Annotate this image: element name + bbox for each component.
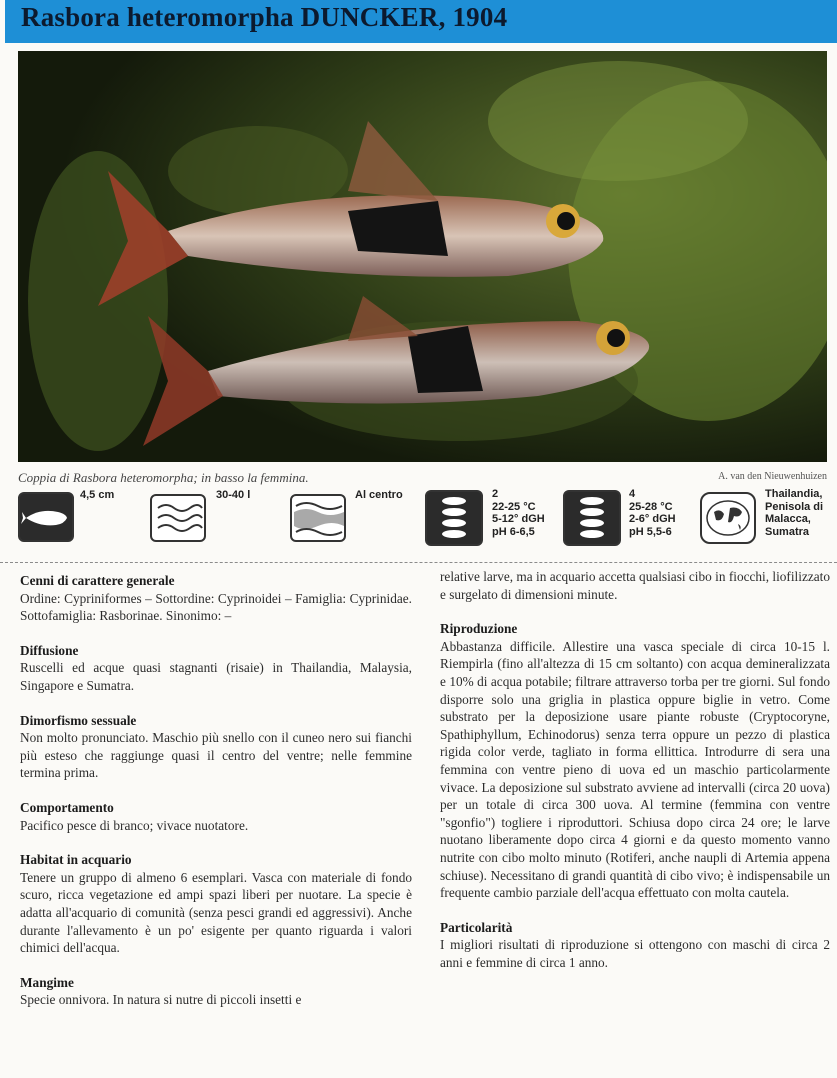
hardness-level-2: 4 xyxy=(629,488,636,500)
section-text: Pacifico pesce di branco; vivace nuotatore. xyxy=(20,817,249,833)
dgh-1: 5-12° dGH xyxy=(492,513,545,525)
page-title: Rasbora heteromorpha DUNCKER, 1904 xyxy=(21,2,508,32)
section-text: Non molto pronunciato. Maschio più snello con il cuneo nero sui fianchi più esteso che raggiunge quasi il centro del ventre; nelle femmine termina prima. xyxy=(20,730,412,781)
info-icons-row xyxy=(0,486,837,552)
hardness-level-1: 2 xyxy=(492,488,499,500)
ph-2: pH 5,5-6 xyxy=(629,525,672,538)
section-text: I migliori risultati di riproduzione si ottengono con maschi di circa 2 anni e femmine di circa 1 anno. xyxy=(440,937,830,970)
fish-size-label: 4,5 cm xyxy=(80,489,115,501)
origin-label xyxy=(765,488,823,538)
origin-line-2: Penisola di xyxy=(765,500,824,513)
origin-line-4: Sumatra xyxy=(765,525,810,538)
section-breeding xyxy=(440,620,830,902)
fish-size-icon xyxy=(18,492,74,542)
left-column xyxy=(20,572,412,1026)
section-text: relative larve, ma in acquario accetta qualsiasi cibo in fiocchi, liofilizzato e surgelato di dimensioni minute. xyxy=(440,569,830,602)
section-heading: Mangime xyxy=(20,974,74,990)
section-habitat xyxy=(20,851,412,957)
swim-level-icon xyxy=(290,494,346,542)
section-distribution xyxy=(20,642,412,695)
section-text: Specie onnivora. In natura si nutre di piccoli insetti e xyxy=(20,992,302,1008)
title-bar xyxy=(5,0,837,43)
world-map-icon xyxy=(700,492,756,544)
swim-level-label: Al centro xyxy=(355,489,403,501)
section-divider xyxy=(0,562,837,563)
temperature-1: 22-25 °C xyxy=(492,500,536,513)
photo-credit: A. van den Nieuwenhuizen xyxy=(718,471,827,482)
section-food-continued xyxy=(440,568,830,603)
section-heading: Particolarità xyxy=(440,919,513,935)
temperature-2: 25-28 °C xyxy=(629,500,673,513)
section-text: Ruscelli ed acque quasi stagnanti (risaie) in Thailandia, Malaysia, Singapore e Sumatra. xyxy=(20,660,412,693)
water-chemistry-icon-1 xyxy=(425,490,483,546)
section-heading: Habitat in acquario xyxy=(20,852,132,868)
section-dimorphism xyxy=(20,712,412,782)
tank-volume-icon xyxy=(150,494,206,542)
origin-line-3: Malacca, xyxy=(765,513,811,525)
section-text: Ordine: Cypriniformes – Sottordine: Cyprinoidei – Famiglia: Cyprinidae. Sottofamiglia: Rasborinae. Sinonimo: – xyxy=(20,590,412,624)
section-heading: Cenni di carattere generale xyxy=(20,573,175,588)
section-text: Tenere un gruppo di almeno 6 esemplari. Vasca con materiale di fondo scuro, ricca vegetazione ed ampi spazi liberi per nuotare. La specie è adatta all'acquario di comunità (senza pesci grandi ed aggressivi). Anche durante l'allevamento è un po' esigente per quanto riguarda i valori chimici dell'acqua. xyxy=(20,869,412,956)
section-food xyxy=(20,974,412,1009)
section-notes xyxy=(440,919,830,972)
fish-photo xyxy=(18,51,827,462)
section-heading: Dimorfismo sessuale xyxy=(20,712,137,728)
tank-volume-label: 30-40 l xyxy=(216,489,251,501)
section-behaviour xyxy=(20,799,412,834)
section-general xyxy=(20,572,412,625)
dgh-2: 2-6° dGH xyxy=(629,513,676,525)
photo-caption: Coppia di Rasbora heteromorpha; in basso la femmina. xyxy=(18,470,309,485)
water-params-2 xyxy=(629,488,676,538)
section-heading: Diffusione xyxy=(20,642,79,658)
section-heading: Comportamento xyxy=(20,799,114,815)
origin-line-1: Thailandia, xyxy=(765,488,823,500)
ph-1: pH 6-6,5 xyxy=(492,525,535,538)
water-params-1 xyxy=(492,488,545,538)
water-chemistry-icon-2 xyxy=(563,490,621,546)
right-column xyxy=(440,568,830,988)
section-heading: Riproduzione xyxy=(440,621,518,637)
section-text: Abbastanza difficile. Allestire una vasca speciale di circa 10-15 l. Riempirla (fino all'altezza di 15 cm soltanto) con acqua demineralizzata e 10% di acqua potabile; filtrare attraverso torba per tre giorni. Sul fondo disporre solo una griglia in plastica oppure biglie in vetro. Come substrato per la deposizione usare piante robuste (Cryptocoryne, Spathiphyllum, Echinodorus) senza terra oppure un pezzo di plastica rigida color verde, tagliato in forma ellittica. Introdurre di sera una femmina con ventre pieno di uova ed un maschio particolarmente vivace. La deposizione sul substrato avviene ad intervalli (circa 20 uova) per un totale di circa 300 uova. Al termine (femmina con ventre "sgonfio") togliere i riproduttori. Schiusa dopo circa 24 ore; le larve nuotano liberamente dopo circa 4 giorni e da questo momento vanno nutrite con cibo molto minuto (Rotiferi, anche naupli di Artemia appena schiuse). Necessitano di grandi quantità di cibo vivo; è indispensabile un frequente cambio parziale dell'acqua effettuato con molta cautela. xyxy=(440,638,830,901)
